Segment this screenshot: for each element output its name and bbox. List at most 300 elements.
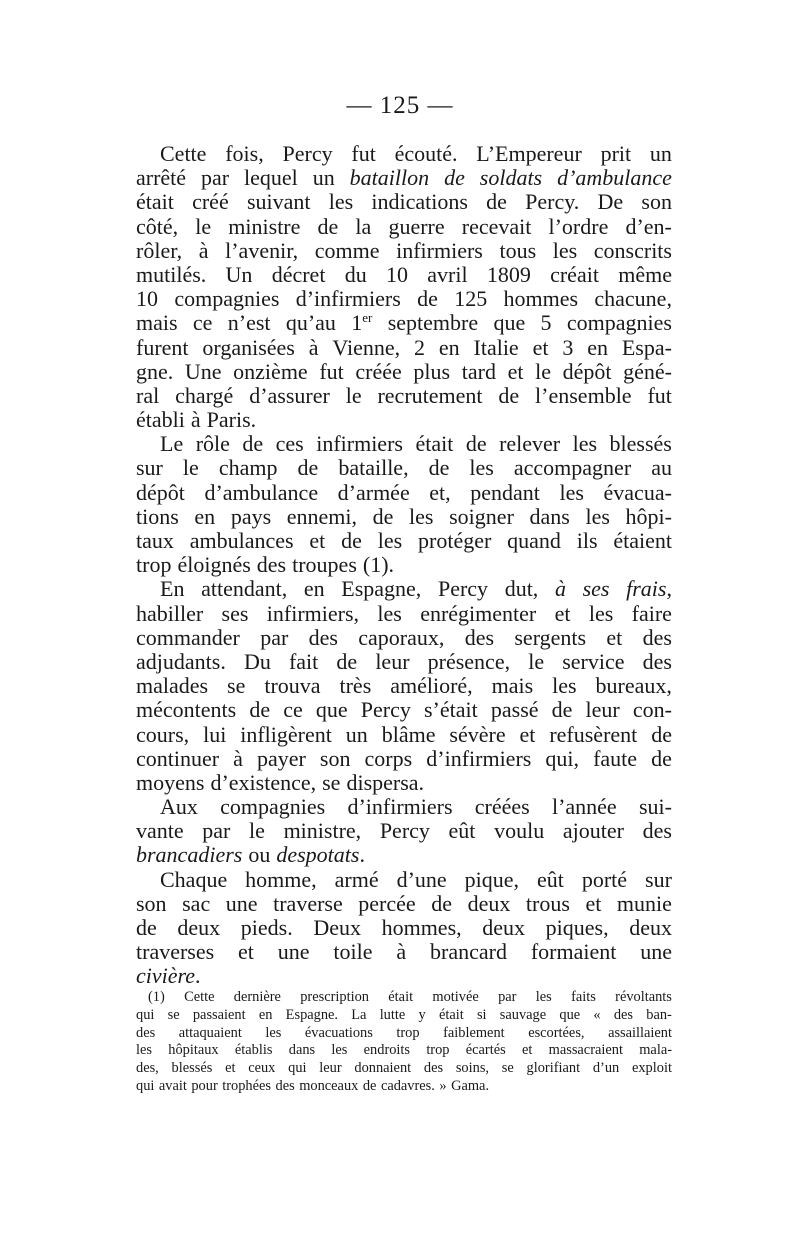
word: taux [136, 528, 174, 553]
footnote-line [136, 1025, 672, 1043]
word: se [322, 769, 341, 795]
word: et [532, 334, 549, 360]
word: lui [203, 721, 227, 747]
text-line [136, 964, 672, 988]
word: sévère [449, 721, 506, 747]
word: Percy [282, 141, 333, 166]
text-line [136, 698, 672, 722]
word: ministre, [283, 818, 362, 844]
word: Percy [360, 697, 411, 723]
word: les [136, 1042, 152, 1059]
text-line [136, 360, 672, 384]
word: service [562, 648, 625, 674]
text-line [136, 142, 672, 166]
word: brancard [430, 939, 507, 965]
word: Espagne, [341, 576, 422, 602]
text-line [136, 577, 672, 601]
text-line [136, 843, 672, 867]
word: Deux [313, 915, 361, 940]
word: 2 [413, 334, 425, 360]
word: quand [507, 528, 561, 553]
word: mécontents [136, 697, 237, 723]
word: sui- [638, 794, 672, 820]
word: mais [136, 310, 178, 336]
word: en [587, 334, 608, 360]
word: trouva [264, 673, 321, 699]
text-line [136, 626, 672, 650]
word: une [277, 939, 310, 965]
word: ses [221, 600, 249, 626]
word: évacuations [304, 1024, 373, 1041]
word: pendant [470, 479, 540, 505]
text-line [136, 819, 672, 843]
word: d’ambulance [557, 165, 672, 191]
word: faute [593, 745, 638, 771]
word: était [136, 189, 174, 215]
word: faiblement [443, 1024, 505, 1041]
word: bataillon [349, 165, 430, 191]
word: onzième [233, 358, 308, 384]
word: à [190, 407, 201, 433]
word: pays [230, 503, 272, 529]
word: de [651, 745, 672, 771]
word: des [642, 648, 672, 674]
word: et, [429, 479, 451, 505]
text-line [136, 190, 672, 214]
word: dispersa. [346, 769, 425, 795]
word: tard [461, 358, 496, 384]
word: attaquaient [178, 1024, 242, 1041]
word: Cette [160, 141, 207, 166]
word: et [521, 1042, 533, 1059]
word: créé [192, 189, 229, 215]
word: de [431, 890, 453, 916]
word: se [227, 673, 246, 699]
word: Du [243, 648, 271, 674]
word: d’en- [625, 213, 672, 239]
word: ce [283, 697, 303, 723]
word: en [438, 334, 460, 360]
word: qui [288, 1060, 307, 1077]
word: et [585, 890, 602, 916]
word: De [597, 189, 624, 215]
word: con- [632, 697, 672, 723]
footnote [136, 989, 672, 1096]
word: infirmiers [396, 237, 483, 263]
word: continuer [136, 745, 220, 771]
word: de [341, 528, 362, 553]
word: indications [371, 189, 468, 215]
text-line [136, 747, 672, 771]
word: cadavres. [380, 1077, 435, 1094]
word: se [167, 1006, 180, 1023]
word: accompagner [513, 455, 632, 481]
word: de [362, 1077, 377, 1094]
word: sur [645, 866, 672, 892]
word: Percy [379, 818, 430, 844]
word: son [136, 890, 167, 916]
footnote-line [136, 1042, 672, 1060]
word: 1809 [486, 261, 531, 287]
word: Aux [160, 794, 198, 820]
word: payer [256, 745, 306, 771]
word: des [642, 818, 672, 844]
word: ils [576, 528, 598, 553]
word: trophées [222, 1077, 272, 1094]
word: de [136, 915, 157, 940]
word: créées [474, 794, 530, 820]
word: blâme [381, 721, 436, 747]
word: de [249, 697, 271, 723]
word: le [249, 818, 265, 844]
word: plus [413, 358, 451, 384]
word: 3 [562, 334, 574, 360]
word: ambulances [189, 528, 294, 553]
word: les [559, 479, 584, 505]
word: commander [136, 624, 240, 650]
word: n’est [227, 310, 271, 336]
word: septembre [387, 310, 479, 336]
word: champ [218, 455, 278, 481]
word: armé [334, 866, 379, 892]
word: hôpi- [625, 503, 672, 529]
word: de [465, 431, 487, 457]
word: blessés [609, 431, 672, 457]
word: « [593, 1006, 601, 1023]
word: établi [136, 407, 185, 433]
word: de [417, 286, 438, 312]
word: hommes, [381, 915, 462, 940]
word: des [308, 624, 338, 650]
word: cours, [136, 721, 190, 747]
word: étaient [613, 528, 672, 553]
word: d’ambulance [204, 479, 319, 505]
word: monceaux [299, 1077, 359, 1094]
word: (1) [148, 989, 165, 1005]
text-line [136, 916, 672, 940]
word: Paris. [206, 407, 257, 433]
word: à [554, 576, 566, 602]
word: les [409, 503, 434, 529]
word: des [464, 624, 495, 650]
word: une [640, 939, 672, 965]
word: amélioré, [390, 673, 473, 699]
word: très [339, 673, 372, 699]
word: 5 [540, 310, 552, 336]
word: son [319, 745, 351, 771]
word: l’ensemble [535, 382, 632, 408]
word: trop [426, 1042, 450, 1059]
word: assaillaient [608, 1024, 672, 1041]
word: que [493, 310, 526, 336]
word: était [415, 431, 454, 457]
word: d’assurer [249, 382, 330, 408]
word: Une [184, 358, 222, 384]
word: d’infirmiers [347, 794, 453, 820]
word: hommes [503, 286, 579, 312]
word: rôler, [136, 237, 183, 263]
word: les [377, 528, 403, 553]
text-line [136, 336, 672, 360]
word: Espa- [621, 334, 672, 360]
word: malades [136, 673, 209, 699]
word: les [535, 989, 552, 1005]
word: glorifiant [526, 1060, 581, 1077]
word: Gama. [451, 1077, 490, 1094]
word: ral [136, 382, 160, 408]
word: les [588, 600, 614, 626]
word: d’infirmiers [426, 745, 532, 771]
text-line [136, 408, 672, 432]
word: qui [136, 1006, 155, 1023]
word: leur [585, 697, 620, 723]
word: percée [358, 890, 416, 916]
word: escortées, [528, 1024, 585, 1041]
word: » [439, 1077, 447, 1094]
word: d’un [592, 1060, 620, 1077]
word: trop [396, 1024, 420, 1041]
word: ministre [228, 213, 301, 239]
word: côté, [136, 213, 179, 239]
word: furent [136, 334, 189, 360]
word: attendant, [201, 576, 288, 602]
page-number: — 125 — [346, 92, 454, 119]
word: trop [136, 552, 172, 578]
word: un [312, 165, 335, 191]
text-line [136, 553, 672, 577]
word: Un [225, 261, 253, 287]
word: donnaient [354, 1060, 412, 1077]
word: suivant [246, 189, 311, 215]
word: d’infirmiers [295, 286, 401, 312]
word: passaient [192, 1006, 246, 1023]
word: Cette [184, 989, 215, 1005]
footnote-line [136, 989, 672, 1007]
word: et [238, 939, 254, 965]
word: au [651, 455, 672, 481]
word: le [528, 648, 545, 674]
word: décret [271, 261, 326, 287]
word: qui, [545, 745, 580, 771]
word: infirmiers [316, 431, 403, 457]
word: Chaque [160, 866, 228, 892]
word: adjudants. [136, 648, 226, 674]
word: ajouter [562, 818, 624, 844]
word: sauvage [499, 1006, 547, 1023]
word: fut [647, 382, 672, 408]
word: du [344, 261, 367, 287]
word: révoltants [615, 989, 672, 1005]
text-line [136, 239, 672, 263]
word: le [182, 455, 199, 481]
word: qui [136, 1077, 155, 1094]
word: ses [582, 576, 610, 602]
word: fait [288, 648, 319, 674]
word: La [351, 1006, 367, 1023]
text-line [136, 311, 672, 335]
word: traverse [273, 890, 343, 916]
text-line [136, 263, 672, 287]
word: bureaux, [595, 673, 672, 699]
word: présence, [427, 648, 511, 674]
word: de [317, 213, 339, 239]
word: tions [136, 503, 179, 529]
word: dans [288, 1042, 316, 1059]
text-line [136, 505, 672, 529]
word: Le [160, 431, 184, 457]
word: créait [550, 261, 599, 287]
word: troupes [292, 552, 357, 578]
word: établis [234, 1042, 273, 1059]
word: recevait [461, 213, 532, 239]
word: à [198, 237, 209, 263]
word: brancadiers [136, 842, 243, 868]
text-line [136, 602, 672, 626]
word: lequel [244, 165, 298, 191]
word: homme, [245, 866, 317, 892]
word: soins, [455, 1060, 490, 1077]
word: les [552, 673, 577, 699]
word: évacua- [603, 479, 672, 505]
word: était [388, 989, 414, 1005]
word: de [242, 431, 264, 457]
word: et [519, 721, 536, 747]
word: fut [351, 141, 376, 166]
word: formaient [530, 939, 617, 965]
text-line [136, 674, 672, 698]
text-line [136, 940, 672, 964]
word: par [201, 165, 230, 191]
word: des [613, 1006, 634, 1023]
word: infligèrent [240, 721, 332, 747]
word: 1er [351, 310, 373, 336]
word: pique, [464, 866, 520, 892]
word: d’une [396, 866, 447, 892]
word: les [377, 600, 402, 626]
word: les [572, 431, 598, 457]
word: exploit [631, 1060, 672, 1077]
text-line [136, 795, 672, 819]
word: despotats. [276, 842, 365, 868]
word: corps [364, 745, 413, 771]
text-line [136, 723, 672, 747]
word: dut, [504, 576, 539, 602]
word: ces [275, 431, 304, 457]
word: que [315, 697, 348, 723]
text-line [136, 771, 672, 795]
word: en [194, 503, 216, 529]
word: de [428, 455, 450, 481]
word: endroits [363, 1042, 411, 1059]
text-line [136, 287, 672, 311]
word: s’était [423, 697, 478, 723]
word: eût [537, 866, 564, 892]
text-line [136, 892, 672, 916]
word: 125 [454, 286, 488, 312]
word: de [372, 503, 394, 529]
word: chacune, [594, 286, 672, 312]
word: lutte [379, 1006, 406, 1023]
word: mala- [639, 1042, 672, 1059]
word: enrégimenter [420, 600, 537, 626]
word: ennemi, [286, 503, 358, 529]
word: motivée [432, 989, 479, 1005]
word: refusèrent [549, 721, 638, 747]
word: était [438, 1006, 464, 1023]
footnote-line [136, 1078, 672, 1096]
word: des [642, 624, 672, 650]
word: L’Empereur [476, 141, 582, 166]
word: leur [375, 648, 410, 674]
word: prit [600, 141, 632, 166]
word: compagnies [174, 286, 280, 312]
word: eût [448, 818, 476, 844]
word: habiller [136, 600, 204, 626]
word: blessés [171, 1060, 213, 1077]
word: à [233, 745, 243, 771]
word: moyens [136, 769, 205, 795]
text-line [136, 481, 672, 505]
word: qu’au [285, 310, 336, 336]
word: tous [499, 237, 537, 263]
word: dernière [233, 989, 281, 1005]
word: une [225, 890, 258, 916]
text-line [136, 650, 672, 674]
word: par [202, 818, 231, 844]
word: piques, [545, 915, 609, 940]
word: munie [616, 890, 672, 916]
word: civière. [136, 963, 201, 989]
word: leur [319, 1060, 342, 1077]
word: faire [631, 600, 672, 626]
word: si [476, 1006, 487, 1023]
word: avril [427, 261, 468, 287]
word: que [559, 1006, 581, 1023]
word: (1). [362, 552, 395, 578]
word: frais, [626, 576, 672, 602]
word: ceux [248, 1060, 276, 1077]
word: et [554, 600, 571, 626]
word: de [336, 648, 358, 674]
word: les [265, 1024, 282, 1041]
word: deux [629, 915, 672, 940]
word: deux [467, 890, 511, 916]
word: éloignés [177, 552, 251, 578]
footnote-line [136, 1060, 672, 1078]
word: à [396, 939, 407, 965]
word: de [444, 165, 465, 191]
word: soldats [479, 165, 543, 191]
word: fut [319, 358, 344, 384]
word: y [418, 1006, 426, 1023]
word: dépôt [136, 479, 185, 505]
word: guerre [388, 213, 445, 239]
word: En [160, 576, 185, 602]
body-text [136, 142, 672, 989]
word: 10 [136, 286, 158, 312]
word: en [258, 1006, 273, 1023]
word: la [355, 213, 372, 239]
word: soigner [449, 503, 514, 529]
word: et [225, 1060, 236, 1077]
word: arrêté [136, 165, 187, 191]
word: ou [248, 842, 271, 868]
word: traverses [136, 939, 215, 965]
word: se [501, 1060, 514, 1077]
word: massacraient [548, 1042, 623, 1059]
word: les [585, 503, 610, 529]
word: des [423, 1060, 444, 1077]
